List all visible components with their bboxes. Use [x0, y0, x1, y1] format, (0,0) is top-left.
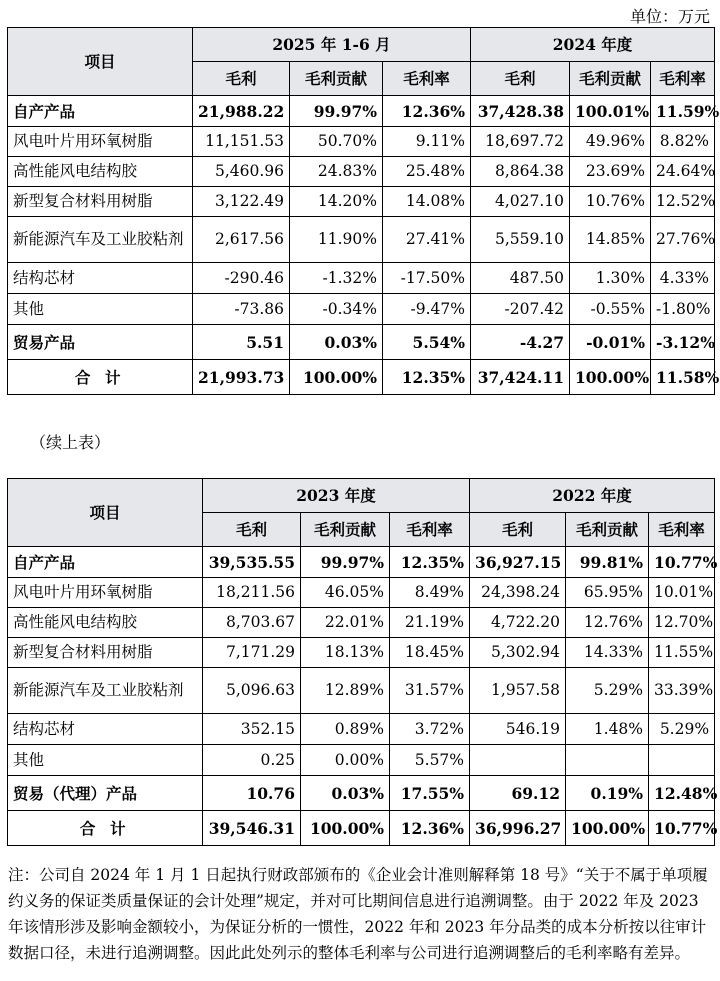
- value-cell: 36,996.27: [470, 811, 566, 846]
- header-item: 项目: [8, 28, 193, 96]
- row-label: 其他: [8, 294, 193, 325]
- subheader-gross-profit: 毛利: [471, 62, 570, 96]
- row-label: 合 计: [8, 360, 193, 395]
- value-cell: 4,722.20: [470, 608, 566, 638]
- value-cell: 14.20%: [290, 187, 383, 217]
- value-cell: 99.97%: [301, 547, 390, 578]
- value-cell: 11.90%: [290, 217, 383, 263]
- value-cell: 352.15: [203, 714, 301, 745]
- value-cell: 10.77%: [649, 811, 715, 846]
- value-cell: 5,559.10: [471, 217, 570, 263]
- value-cell: 24,398.24: [470, 578, 566, 608]
- value-cell: 24.64%: [651, 157, 715, 187]
- header-period-2024: 2024 年度: [471, 28, 715, 62]
- value-cell: 5,460.96: [193, 157, 290, 187]
- subheader-contribution: 毛利贡献: [566, 513, 649, 547]
- table-row: [8, 96, 715, 127]
- subheader-margin: 毛利率: [649, 513, 715, 547]
- value-cell: 0.25: [203, 745, 301, 776]
- table-row: [8, 608, 715, 638]
- value-cell: 17.55%: [390, 776, 470, 811]
- table-row: [8, 578, 715, 608]
- subheader-gross-profit: 毛利: [203, 513, 301, 547]
- value-cell: -0.34%: [290, 294, 383, 325]
- value-cell: 46.05%: [301, 578, 390, 608]
- table-row: [8, 638, 715, 668]
- header-item: 项目: [8, 479, 203, 547]
- value-cell: 33.39%: [649, 668, 715, 714]
- row-label: 贸易产品: [8, 325, 193, 360]
- value-cell: 12.35%: [390, 547, 470, 578]
- value-cell: -9.47%: [383, 294, 471, 325]
- value-cell: 12.36%: [390, 811, 470, 846]
- subheader-gross-profit: 毛利: [470, 513, 566, 547]
- value-cell: 14.08%: [383, 187, 471, 217]
- value-cell: 1.30%: [570, 263, 651, 294]
- header-period-2022: 2022 年度: [470, 479, 715, 513]
- value-cell: 36,927.15: [470, 547, 566, 578]
- value-cell: 18,697.72: [471, 127, 570, 157]
- value-cell: 12.76%: [566, 608, 649, 638]
- table-row: [8, 263, 715, 294]
- total-row: [8, 360, 715, 395]
- continued-label: （续上表）: [30, 433, 111, 452]
- value-cell: 25.48%: [383, 157, 471, 187]
- table-row: [8, 127, 715, 157]
- value-cell: 39,546.31: [203, 811, 301, 846]
- value-cell: 0.03%: [290, 325, 383, 360]
- table-row: [8, 745, 715, 776]
- value-cell: 11,151.53: [193, 127, 290, 157]
- value-cell: 12.35%: [383, 360, 471, 395]
- value-cell: 1.48%: [566, 714, 649, 745]
- value-cell: 5.51: [193, 325, 290, 360]
- value-cell: 100.00%: [290, 360, 383, 395]
- value-cell: 37,424.11: [471, 360, 570, 395]
- value-cell: 31.57%: [390, 668, 470, 714]
- value-cell: 12.48%: [649, 776, 715, 811]
- value-cell: 21,993.73: [193, 360, 290, 395]
- value-cell: 100.00%: [570, 360, 651, 395]
- value-cell: 3.72%: [390, 714, 470, 745]
- table-row: [8, 547, 715, 578]
- subheader-margin: 毛利率: [383, 62, 471, 96]
- value-cell: 27.76%: [651, 217, 715, 263]
- row-label: 贸易（代理）产品: [8, 776, 203, 811]
- value-cell: 4,027.10: [471, 187, 570, 217]
- row-label: 结构芯材: [8, 263, 193, 294]
- value-cell: 49.96%: [570, 127, 651, 157]
- value-cell: 18.13%: [301, 638, 390, 668]
- subheader-gross-profit: 毛利: [193, 62, 290, 96]
- row-label: 风电叶片用环氧树脂: [8, 127, 193, 157]
- header-period-2025h1: 2025 年 1-6 月: [193, 28, 471, 62]
- header-period-2023: 2023 年度: [203, 479, 470, 513]
- row-label: 自产产品: [8, 547, 203, 578]
- row-label: 其他: [8, 745, 203, 776]
- value-cell: 8.82%: [651, 127, 715, 157]
- table-row: [8, 714, 715, 745]
- value-cell: 10.76: [203, 776, 301, 811]
- value-cell: 8.49%: [390, 578, 470, 608]
- table-row: [8, 325, 715, 360]
- subheader-contribution: 毛利贡献: [301, 513, 390, 547]
- row-label: 结构芯材: [8, 714, 203, 745]
- value-cell: 4.33%: [651, 263, 715, 294]
- value-cell: -207.42: [471, 294, 570, 325]
- value-cell: 546.19: [470, 714, 566, 745]
- value-cell: 8,864.38: [471, 157, 570, 187]
- row-label: 新能源汽车及工业胶粘剂: [8, 217, 193, 263]
- value-cell: 2,617.56: [193, 217, 290, 263]
- row-label: 新型复合材料用树脂: [8, 187, 193, 217]
- row-label: 合 计: [8, 811, 203, 846]
- table-row: [8, 776, 715, 811]
- value-cell: 50.70%: [290, 127, 383, 157]
- total-row: [8, 811, 715, 846]
- value-cell: 27.41%: [383, 217, 471, 263]
- value-cell: 11.58%: [651, 360, 715, 395]
- subheader-contribution: 毛利贡献: [570, 62, 651, 96]
- value-cell: [649, 745, 715, 776]
- value-cell: 5.29%: [649, 714, 715, 745]
- value-cell: [566, 745, 649, 776]
- row-label: 风电叶片用环氧树脂: [8, 578, 203, 608]
- value-cell: 39,535.55: [203, 547, 301, 578]
- value-cell: -1.80%: [651, 294, 715, 325]
- value-cell: 5,096.63: [203, 668, 301, 714]
- value-cell: 22.01%: [301, 608, 390, 638]
- row-label: 高性能风电结构胶: [8, 157, 193, 187]
- gross-profit-table-2023-2022: [7, 478, 718, 846]
- value-cell: 12.70%: [649, 608, 715, 638]
- value-cell: 11.55%: [649, 638, 715, 668]
- value-cell: -4.27: [471, 325, 570, 360]
- gross-profit-table-2025-2024: [7, 27, 720, 395]
- value-cell: 1,957.58: [470, 668, 566, 714]
- value-cell: 5.29%: [566, 668, 649, 714]
- value-cell: 69.12: [470, 776, 566, 811]
- value-cell: 12.89%: [301, 668, 390, 714]
- row-label: 高性能风电结构胶: [8, 608, 203, 638]
- value-cell: -3.12%: [651, 325, 715, 360]
- table-row: [8, 668, 715, 714]
- value-cell: 12.52%: [651, 187, 715, 217]
- value-cell: -1.32%: [290, 263, 383, 294]
- value-cell: 99.97%: [290, 96, 383, 127]
- value-cell: -17.50%: [383, 263, 471, 294]
- row-label: 新型复合材料用树脂: [8, 638, 203, 668]
- value-cell: [470, 745, 566, 776]
- value-cell: 14.33%: [566, 638, 649, 668]
- value-cell: 100.00%: [301, 811, 390, 846]
- value-cell: 14.85%: [570, 217, 651, 263]
- value-cell: 0.00%: [301, 745, 390, 776]
- value-cell: 24.83%: [290, 157, 383, 187]
- value-cell: 3,122.49: [193, 187, 290, 217]
- value-cell: 10.01%: [649, 578, 715, 608]
- value-cell: 10.77%: [649, 547, 715, 578]
- value-cell: 7,171.29: [203, 638, 301, 668]
- value-cell: 0.89%: [301, 714, 390, 745]
- value-cell: 10.76%: [570, 187, 651, 217]
- value-cell: 23.69%: [570, 157, 651, 187]
- value-cell: 5.54%: [383, 325, 471, 360]
- row-label: 新能源汽车及工业胶粘剂: [8, 668, 203, 714]
- value-cell: 0.19%: [566, 776, 649, 811]
- value-cell: -0.55%: [570, 294, 651, 325]
- value-cell: 487.50: [471, 263, 570, 294]
- value-cell: -73.86: [193, 294, 290, 325]
- value-cell: 99.81%: [566, 547, 649, 578]
- table-row: [8, 294, 715, 325]
- value-cell: 18.45%: [390, 638, 470, 668]
- table-row: [8, 217, 715, 263]
- value-cell: 100.00%: [566, 811, 649, 846]
- subheader-margin: 毛利率: [651, 62, 715, 96]
- value-cell: -0.01%: [570, 325, 651, 360]
- row-label: 自产产品: [8, 96, 193, 127]
- value-cell: 5.57%: [390, 745, 470, 776]
- value-cell: 8,703.67: [203, 608, 301, 638]
- value-cell: 37,428.38: [471, 96, 570, 127]
- value-cell: 9.11%: [383, 127, 471, 157]
- value-cell: 11.59%: [651, 96, 715, 127]
- value-cell: -290.46: [193, 263, 290, 294]
- value-cell: 21.19%: [390, 608, 470, 638]
- value-cell: 65.95%: [566, 578, 649, 608]
- value-cell: 0.03%: [301, 776, 390, 811]
- subheader-margin: 毛利率: [390, 513, 470, 547]
- table-row: [8, 157, 715, 187]
- table-row: [8, 187, 715, 217]
- footnote: 注：公司自 2024 年 1 月 1 日起执行财政部颁布的《企业会计准则解释第 18 号》“关于不属于单项履约义务的保证类质量保证的会计处理”规定，并对可比期间信息进行追溯调整。由于 2022 年及 2023 年该情形涉及影响金额较小，为保证分析的一惯性，2022 年和 2023 年分品类的成本分析按以往审计数据口径，未进行追溯调整。因此此处列示的整体毛利率与公司进行追溯调整后的毛利率略有差异。: [8, 866, 708, 962]
- value-cell: 21,988.22: [193, 96, 290, 127]
- subheader-contribution: 毛利贡献: [290, 62, 383, 96]
- value-cell: 12.36%: [383, 96, 471, 127]
- unit-label: 单位：万元: [629, 7, 710, 26]
- value-cell: 100.01%: [570, 96, 651, 127]
- value-cell: 18,211.56: [203, 578, 301, 608]
- value-cell: 5,302.94: [470, 638, 566, 668]
